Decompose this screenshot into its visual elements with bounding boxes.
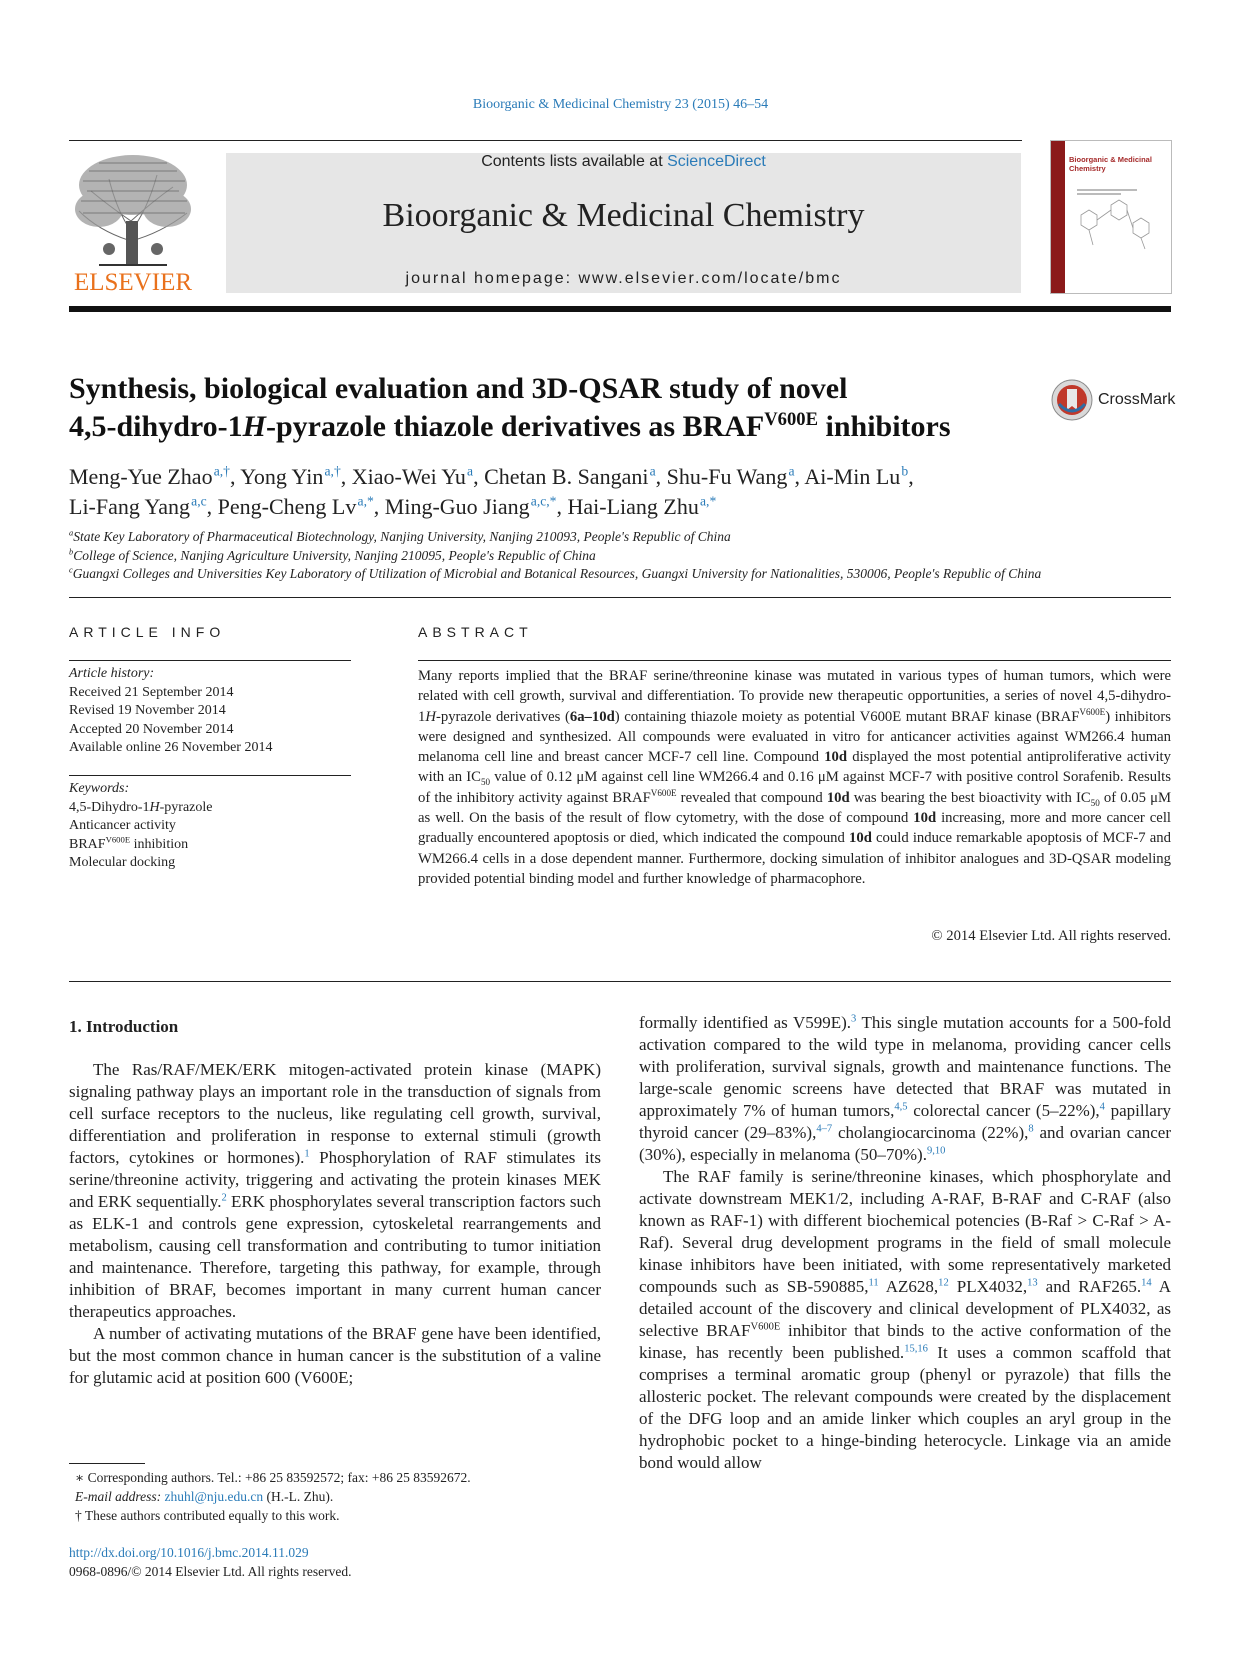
article-title: [69, 370, 1029, 446]
abstract-end-rule: [69, 981, 1171, 982]
footnotes: [69, 1468, 609, 1525]
author-name[interactable]: Li-Fang Yang: [69, 494, 191, 519]
author-name[interactable]: Meng-Yue Zhao: [69, 464, 213, 489]
abstract-heading: ABSTRACT: [418, 624, 533, 640]
citation-link[interactable]: 1: [304, 1148, 310, 1160]
affiliations: [69, 528, 1179, 584]
author-name[interactable]: Hai-Liang Zhu: [567, 494, 699, 519]
doi-link[interactable]: http://dx.doi.org/10.1016/j.bmc.2014.11.029: [69, 1545, 309, 1560]
author-name[interactable]: Yong Yin: [240, 464, 324, 489]
footnote-email: E-mail address: zhuhl@nju.edu.cn (H.-L. Zhu).: [75, 1489, 334, 1504]
keywords-rule: [69, 775, 351, 776]
author-marks[interactable]: b: [901, 463, 909, 479]
author-name[interactable]: Ai-Min Lu: [804, 464, 901, 489]
article-info-heading: ARTICLE INFO: [69, 624, 226, 640]
title-part: inhibitors: [817, 410, 951, 443]
author-name[interactable]: Xiao-Wei Yu: [351, 464, 466, 489]
article-history: [69, 665, 351, 758]
title-line-2: [69, 408, 1029, 446]
sciencedirect-link[interactable]: ScienceDirect: [667, 153, 766, 170]
author-line: Meng-Yue Zhao $^{a,\dagger}$, Yong Yin $^{a,\dagger}$, Xiao-Wei Yu $^a$, Chetan B. Sangani $^a$, Shu-Fu Wang $^a$, Ai-Min Lu $^b$,: [69, 463, 914, 489]
journal-cover-thumbnail[interactable]: [1050, 140, 1172, 294]
keyword: $BRAF^{V600E}$ inhibition: [69, 833, 189, 852]
keywords-label: Keywords:: [69, 781, 130, 796]
elsevier-wordmark: ELSEVIER: [73, 269, 193, 296]
section-heading-introduction: 1. Introduction: [69, 1017, 179, 1036]
title-line-1: Synthesis, biological evaluation and 3D-QSAR study of novel: [69, 372, 848, 405]
citation-link[interactable]: 15,16: [904, 1343, 928, 1355]
abstract-copyright: © 2014 Elsevier Ltd. All rights reserved.: [931, 928, 1171, 944]
keywords: [69, 780, 351, 873]
contents-prefix: Contents lists available at: [481, 153, 668, 170]
body-paragraph: The RAF family is serine/threonine kinases, which phosphorylate and activate downstream MEK1/2, including A-RAF, B-RAF and C-RAF (also known as RAF-1) with different biochemical potencies (B-Raf > C-Raf > A-Raf). Several drug development programs in the field of small molecule kinase inhibitors have been initiated, with some representatively marketed compounds such as SB-590885,11 AZ628,12 PLX4032,13 and RAF265.14 A detailed account of the discovery and clinical development of PLX4032, as selective $BRAF^{V600E}$ inhibitor that binds to the active conformation of the kinase, has recently been published.$^{15,16}$ It uses a common scaffold that comprises a terminal aromatic group (phenyl or pyrazole) that fills the allosteric pocket. The relevant compounds were created by the displacement of the DFG loop and an amide linker which couples an aryl group in the hydrophobic pocket to a hinge-binding heterocycle. Linkage via an amide bond would allow: [639, 1167, 1171, 1472]
citation-link[interactable]: 14: [1141, 1277, 1152, 1289]
body-paragraph: A number of activating mutations of the BRAF gene have been identified, but the most common chance in human cancer is the substitution of a valine for glutamic acid at position 600 (V600E;: [69, 1324, 601, 1387]
author-name[interactable]: Ming-Guo Jiang: [384, 494, 530, 519]
title-part: -pyrazole thiazole derivatives as BRAF: [266, 410, 765, 443]
citation-link[interactable]: 11: [868, 1277, 879, 1289]
citation-link[interactable]: 4: [1099, 1101, 1105, 1113]
journal-title: Bioorganic & Medicinal Chemistry: [382, 197, 865, 234]
body-column-left: [69, 1059, 601, 1389]
citation-link[interactable]: 2: [221, 1192, 227, 1204]
author-marks[interactable]: a,*: [700, 493, 717, 509]
elsevier-logo[interactable]: [69, 151, 197, 297]
citation-link[interactable]: 4,5: [894, 1101, 908, 1113]
footnote-corresponding: ∗ Corresponding authors. Tel.: +86 25 83592572; fax: +86 25 83592672.: [75, 1470, 471, 1485]
author-marks[interactable]: a,†: [324, 463, 341, 479]
header-top-rule: [69, 140, 1022, 141]
title-part: 4,5-dihydro-1: [69, 410, 243, 443]
author-marks[interactable]: a,†: [213, 463, 230, 479]
citation-link[interactable]: 8: [1028, 1123, 1034, 1135]
history-online: Available online 26 November 2014: [69, 740, 273, 755]
abstract-rule: [418, 660, 1171, 661]
crossmark-label: CrossMark: [1098, 391, 1176, 408]
body-paragraph: formally identified as V599E).$^3$ This single mutation accounts for a 500-fold activation compared to the wild type in melanoma, providing cancer cells with proliferation, survival signals, growth and maintenance functions. The large-scale genomic screens have detected that BRAF was mutated in approximately 7% of human tumors,$^{4,5}$ colorectal cancer (5–22%),$^4$ papillary thyroid cancer (29–83%),$^{4-7}$ cholangiocarcinoma (22%),$^8$ and ovarian cancer (30%), especially in melanoma (50–70%).$^{9,10}$: [639, 1013, 1172, 1164]
title-superscript: V600E: [764, 409, 818, 430]
citation-link[interactable]: 13: [1027, 1277, 1038, 1289]
author-name[interactable]: Chetan B. Sangani: [484, 464, 649, 489]
cover-title: Bioorganic & Medicinal Chemistry: [1069, 155, 1152, 173]
history-received: Received 21 September 2014: [69, 684, 234, 700]
doi-block: [69, 1543, 351, 1581]
cover-spine: [1051, 141, 1065, 293]
author-marks[interactable]: a,c: [191, 493, 207, 509]
elsevier-tree-icon: [69, 151, 197, 269]
keyword: Molecular docking: [69, 855, 176, 870]
footnote-equal-contribution: † These authors contributed equally to this work.: [75, 1508, 340, 1523]
author-name[interactable]: Shu-Fu Wang: [666, 464, 788, 489]
author-line: Li-Fang Yang $^{a,c}$, Peng-Cheng Lv $^{a,*}$, Ming-Guo Jiang $^{a,c,*}$, Hai-Liang Zhu $^{a,*}$: [69, 493, 717, 519]
title-italic-h: H: [242, 410, 266, 443]
body-paragraph: The Ras/RAF/MEK/ERK mitogen-activated protein kinase (MAPK) signaling pathway plays an important role in the transduction of signals from cell surface receptors to the nucleus, like regulating cell growth, survival, differentiation and proliferation in response to external stimuli (growth factors, cytokines or hormones).$^1$ Phosphorylation of RAF stimulates its serine/threonine activity, triggering and activating the protein kinases MEK and ERK sequentially.$^2$ ERK phosphorylates several transcription factors such as ELK-1 and controls gene expression, cytoskeletal rearrangements and metabolism, causing cell transformation and contributing to tumor initiation and maintenance. Therefore, targeting this pathway, for example, through inhibition of BRAF, becomes important in many current human cancer therapeutics approaches.: [69, 1060, 601, 1321]
author-marks[interactable]: a,*: [357, 493, 374, 509]
citation-link[interactable]: 4–7: [816, 1123, 833, 1135]
journal-banner: [226, 153, 1021, 293]
history-accepted: Accepted 20 November 2014: [69, 721, 234, 737]
affiliation-rule: [69, 597, 1171, 598]
affiliation-b: $^b$College of Science, Nanjing Agriculture University, Nanjing 210095, People's Republic of China: [69, 547, 596, 563]
journal-homepage-link[interactable]: journal homepage: www.elsevier.com/locate/bmc: [405, 270, 842, 287]
citation-link[interactable]: 3: [851, 1013, 857, 1025]
contents-line: [226, 153, 1021, 171]
affiliation-a: $^a$State Key Laboratory of Pharmaceutical Biotechnology, Nanjing University, Nanjing 210093, People's Republic of China: [69, 528, 731, 544]
author-list: [69, 462, 1179, 522]
abstract-body: Many reports implied that the BRAF serine/threonine kinase was mutated in various types of human tumors, which were related with cell growth, survival and differentiation. To provide new therapeutic opportunities, a series of novel 4,5-dihydro-1H-pyrazole derivatives (6a–10d) containing thiazole moiety as potential V600E mutant BRAF kinase $(BRAF^{V600E})$ inhibitors were designed and synthesized. All compounds were evaluated in vitro for anticancer activities against WM266.4 human melanoma cell line and breast cancer MCF-7 cell line. Compound 10d displayed the most potential antiproliferative activity with an $IC_{50}$ value of 0.12 μM against cell line WM266.4 and 0.16 μM against MCF-7 with positive control Sorafenib. Results of the inhibitory activity against $BRAF^{V600E}$ revealed that compound 10d was bearing the best bioactivity with $IC_{50}$ of 0.05 μM as well. On the basis of the result of flow cytometry, with the dose of compound 10d increasing, more and more cancer cell gradually encountered apoptosis or died, which indicated the compound 10d could induce remarkable apoptosis of MCF-7 and WM266.4 cells in a dose dependent manner. Furthermore, docking simulation of inhibitor analogues and 3D-QSAR modeling provided potential binding model and further knowledge of pharmacophore.: [418, 668, 1172, 887]
email-link[interactable]: zhuhl@nju.edu.cn: [164, 1489, 264, 1504]
cover-structure-graphic: [1071, 185, 1163, 255]
body-column-right: [639, 1012, 1171, 1474]
author-name[interactable]: Peng-Cheng Lv: [217, 494, 357, 519]
crossmark-icon: [1050, 378, 1094, 422]
keyword: 4,5-Dihydro-1H-pyrazole: [69, 799, 213, 815]
history-label: Article history:: [69, 666, 155, 681]
author-marks[interactable]: a: [649, 463, 656, 479]
keyword: Anticancer activity: [69, 818, 176, 833]
footnote-rule: [69, 1463, 145, 1464]
header-thick-rule: [69, 306, 1171, 312]
author-marks[interactable]: a: [788, 463, 795, 479]
affiliation-c: $^c$Guangxi Colleges and Universities Key Laboratory of Utilization of Microbial and Botanical Resources, Guangxi University for Nationalities, 530006, People's Republic of China: [69, 565, 1042, 581]
citation-link[interactable]: 9,10: [926, 1145, 946, 1157]
article-info-rule: [69, 660, 351, 661]
journal-reference-link[interactable]: Bioorganic & Medicinal Chemistry 23 (2015) 46–54: [472, 97, 769, 112]
issn-line: 0968-0896/© 2014 Elsevier Ltd. All rights reserved.: [69, 1564, 352, 1579]
crossmark-badge[interactable]: [1050, 378, 1175, 422]
author-marks[interactable]: a,c,*: [530, 493, 557, 509]
history-revised: Revised 19 November 2014: [69, 703, 226, 718]
citation-link[interactable]: 12: [938, 1277, 949, 1289]
author-marks[interactable]: a: [467, 463, 474, 479]
